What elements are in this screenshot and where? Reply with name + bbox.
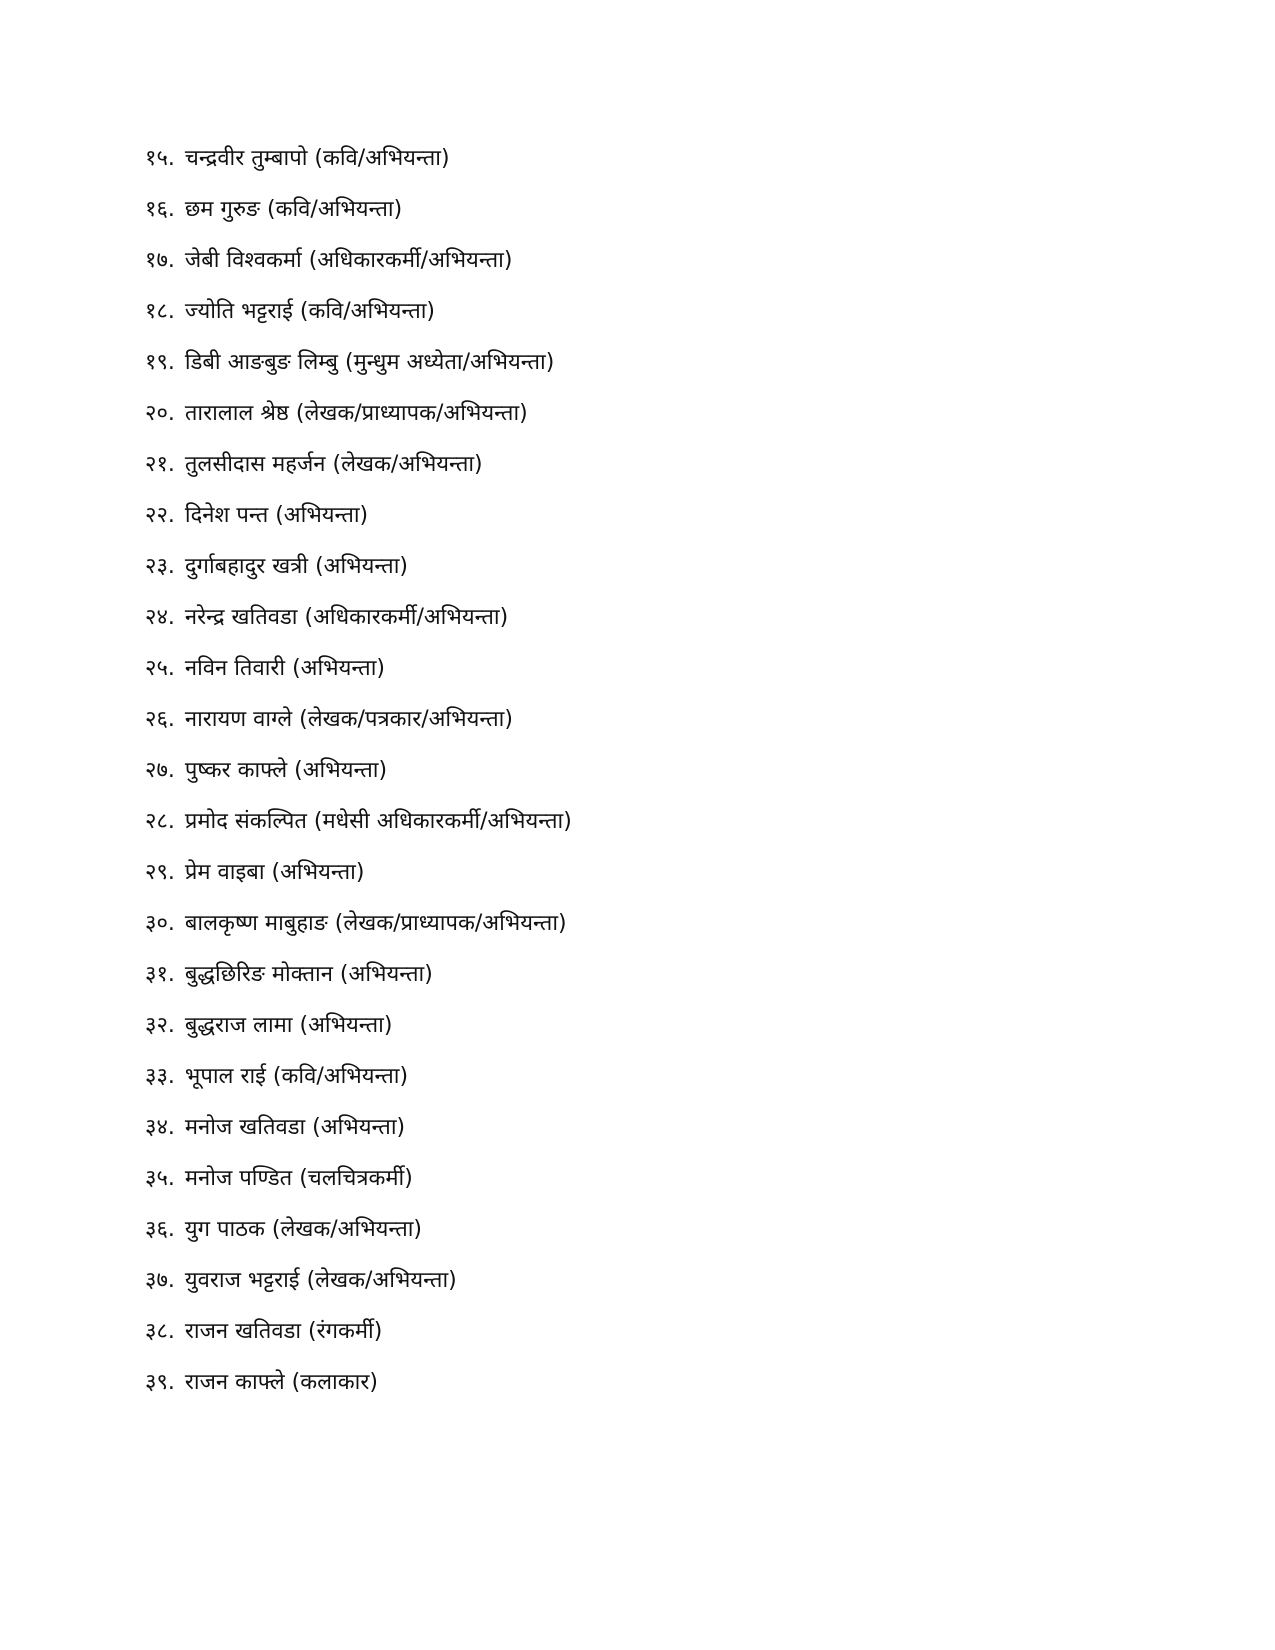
item-text: मनोज खतिवडा (अभियन्ता): [184, 1115, 406, 1140]
list-item: [145, 293, 572, 344]
item-text: प्रमोद संकल्पित (मधेसी अधिकारकर्मी/अभियन्ता): [184, 809, 572, 834]
list-item: [145, 956, 572, 1007]
list-item: [145, 1160, 572, 1211]
list-item: [145, 140, 572, 191]
item-number: २०.: [145, 401, 175, 426]
list-item: [145, 446, 572, 497]
item-text: पुष्कर काफ्ले (अभियन्ता): [184, 758, 388, 783]
list-item: [145, 1313, 572, 1364]
item-number: १९.: [145, 350, 175, 375]
item-text: राजन खतिवडा (रंगकर्मी): [184, 1319, 383, 1344]
item-text: दुर्गाबहादुर खत्री (अभियन्ता): [184, 554, 408, 579]
item-text: जेबी विश्वकर्मा (अधिकारकर्मी/अभियन्ता): [184, 248, 513, 273]
item-text: छम गुरुङ (कवि/अभियन्ता): [184, 197, 403, 222]
item-number: २१.: [145, 452, 175, 477]
item-number: ३९.: [145, 1370, 175, 1395]
list-item: [145, 548, 572, 599]
item-text: मनोज पण्डित (चलचित्रकर्मी): [184, 1166, 413, 1191]
item-number: ३४.: [145, 1115, 175, 1140]
list-item: [145, 1262, 572, 1313]
list-item: [145, 752, 572, 803]
item-number: ३५.: [145, 1166, 175, 1191]
item-text: चन्द्रवीर तुम्बापो (कवि/अभियन्ता): [184, 146, 450, 171]
item-text: भूपाल राई (कवि/अभियन्ता): [184, 1064, 409, 1089]
item-text: बालकृष्ण माबुहाङ (लेखक/प्राध्यापक/अभियन्ता): [184, 911, 567, 936]
list-item: [145, 599, 572, 650]
item-number: २७.: [145, 758, 175, 783]
list-item: [145, 650, 572, 701]
item-text: प्रेम वाइबा (अभियन्ता): [184, 860, 365, 885]
item-text: दिनेश पन्त (अभियन्ता): [184, 503, 369, 528]
item-number: २३.: [145, 554, 175, 579]
list-item: [145, 701, 572, 752]
signatory-list: [145, 140, 572, 1415]
list-item: [145, 344, 572, 395]
item-text: नारायण वाग्ले (लेखक/पत्रकार/अभियन्ता): [184, 707, 513, 732]
item-number: २६.: [145, 707, 175, 732]
item-text: युवराज भट्टराई (लेखक/अभियन्ता): [184, 1268, 457, 1293]
item-number: २४.: [145, 605, 175, 630]
item-number: ३०.: [145, 911, 175, 936]
item-text: नविन तिवारी (अभियन्ता): [184, 656, 385, 681]
list-item: [145, 1007, 572, 1058]
item-number: २८.: [145, 809, 175, 834]
item-text: युग पाठक (लेखक/अभियन्ता): [184, 1217, 423, 1242]
item-number: १६.: [145, 197, 175, 222]
item-number: १५.: [145, 146, 175, 171]
list-item: [145, 1364, 572, 1415]
list-item: [145, 1211, 572, 1262]
item-number: ३२.: [145, 1013, 175, 1038]
item-text: बुद्धछिरिङ मोक्तान (अभियन्ता): [184, 962, 433, 987]
list-item: [145, 395, 572, 446]
item-number: २५.: [145, 656, 175, 681]
item-number: ३८.: [145, 1319, 175, 1344]
list-item: [145, 1109, 572, 1160]
item-number: ३७.: [145, 1268, 175, 1293]
list-item: [145, 242, 572, 293]
item-text: नरेन्द्र खतिवडा (अधिकारकर्मी/अभियन्ता): [184, 605, 509, 630]
list-item: [145, 803, 572, 854]
list-item: [145, 854, 572, 905]
item-text: ज्योति भट्टराई (कवि/अभियन्ता): [184, 299, 436, 324]
item-text: तुलसीदास महर्जन (लेखक/अभियन्ता): [184, 452, 483, 477]
item-number: २९.: [145, 860, 175, 885]
item-number: ३६.: [145, 1217, 175, 1242]
item-number: ३३.: [145, 1064, 175, 1089]
list-item: [145, 1058, 572, 1109]
item-text: तारालाल श्रेष्ठ (लेखक/प्राध्यापक/अभियन्ता): [184, 401, 528, 426]
item-number: २२.: [145, 503, 175, 528]
list-item: [145, 497, 572, 548]
item-text: बुद्धराज लामा (अभियन्ता): [184, 1013, 393, 1038]
list-item: [145, 905, 572, 956]
item-text: डिबी आङबुङ लिम्बु (मुन्धुम अध्येता/अभियन्ता): [184, 350, 555, 375]
item-text: राजन काफ्ले (कलाकार): [184, 1370, 378, 1395]
item-number: ३१.: [145, 962, 175, 987]
item-number: १७.: [145, 248, 175, 273]
item-number: १८.: [145, 299, 175, 324]
list-item: [145, 191, 572, 242]
